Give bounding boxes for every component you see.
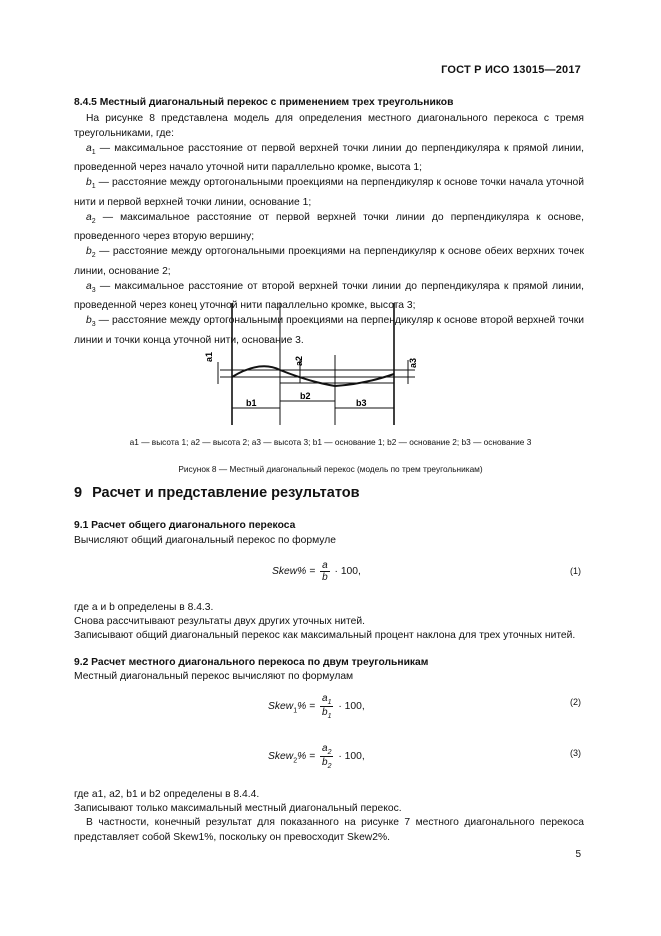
section-9-number: 9 xyxy=(74,485,83,501)
equation-3: Skew$_2$% = $\frac{a_2}{b_2}$ · 100, xyxy=(268,743,365,770)
b2-label: b2 xyxy=(300,391,311,401)
page-number: 5 xyxy=(575,849,581,860)
equation-1: Skew% = $\frac{a}{b}$ · 100, xyxy=(272,560,361,583)
definition-item: $a_3$ — максимальное расстояние от второй верхней точки линии до перпендикуляра к прямой линии, проведенной через конец уточной нити параллельно кромке, высота 3; xyxy=(74,280,584,312)
section-9-title: Расчет и представление результатов xyxy=(92,485,360,501)
conclusion: В частности, конечный результат для показанного на рисунке 7 местного диагонального перекоса представляет собой Skew1%, поскольку он превосходит Skew2%. xyxy=(74,817,584,844)
where-1: где a и b определены в 8.4.3. xyxy=(74,602,214,613)
figure-8-caption: Рисунок 8 — Местный диагональный перекос (модель по трем треугольникам) xyxy=(178,464,483,474)
only-max-note: Записывают только максимальный местный диагональный перекос. xyxy=(74,803,402,814)
section-9-1-title: 9.1 Расчет общего диагонального перекоса xyxy=(74,520,296,531)
a2-label: a2 xyxy=(294,355,304,366)
equation-2: Skew$_1$% = $\frac{a_1}{b_1}$ · 100, xyxy=(268,693,365,720)
definition-item: $b_3$ — расстояние между ортогональными проекциями на перпендикуляр к основе второй верхней точки линии и точки конца уточной нити, основание 3. xyxy=(74,315,584,346)
section-9-2-title: 9.2 Расчет местного диагонального перекоса по двум треугольникам xyxy=(74,657,429,668)
a1-label: a1 xyxy=(204,351,214,362)
equation-3-number: (3) xyxy=(570,748,581,758)
repeat-note: Снова рассчитывают результаты двух других уточных нитей. xyxy=(74,616,365,627)
section-9-2-text: Местный диагональный перекос вычисляют по формулам xyxy=(74,671,354,682)
figure-8-diagram xyxy=(190,300,430,430)
figure-8-legend: a1 — высота 1; a2 — высота 2; a3 — высота 3; b1 — основание 1; b2 — основание 2; b3 — основание 3 xyxy=(129,437,532,447)
section-8-4-5-title: 8.4.5 Местный диагональный перекос с применением трех треугольников xyxy=(74,97,454,108)
definition-item: $a_1$ — максимальное расстояние от первой верхней точки линии до перпендикуляра к прямой линии, проведенной через начало уточной нити параллельно кромке, высота 1; xyxy=(74,143,584,174)
equation-2-number: (2) xyxy=(570,697,581,707)
where-2: где a1, a2, b1 и b2 определены в 8.4.4. xyxy=(74,789,260,800)
record-note: Записывают общий диагональный перекос как максимальный процент наклона для трех уточных нитей. xyxy=(74,630,576,641)
definition-item: $a_2$ — максимальное расстояние от первой верхней точки линии до перпендикуляра к основе, проведенного через вторую вершину; xyxy=(74,211,584,243)
section-8-4-5-intro: На рисунке 8 представлена модель для определения местного диагонального перекоса с тремя треугольниками, где: xyxy=(74,113,584,140)
definition-item: $b_2$ — расстояние между ортогональными проекциями на перпендикуляр к основе обеих верхних точек линии, основание 2; xyxy=(74,246,584,277)
document-code: ГОСТ Р ИСО 13015—2017 xyxy=(441,64,581,76)
b3-label: b3 xyxy=(356,398,367,408)
section-9-heading xyxy=(74,485,370,501)
equation-1-number: (1) xyxy=(570,566,581,576)
definition-item: $b_1$ — расстояние между ортогональными проекциями на перпендикуляр к основе точки начала уточной нити и первой верхней точки линии, основание 1; xyxy=(74,177,584,208)
a3-label: a3 xyxy=(408,357,418,368)
section-9-1-text: Вычисляют общий диагональный перекос по формуле xyxy=(74,535,336,546)
b1-label: b1 xyxy=(246,398,257,408)
